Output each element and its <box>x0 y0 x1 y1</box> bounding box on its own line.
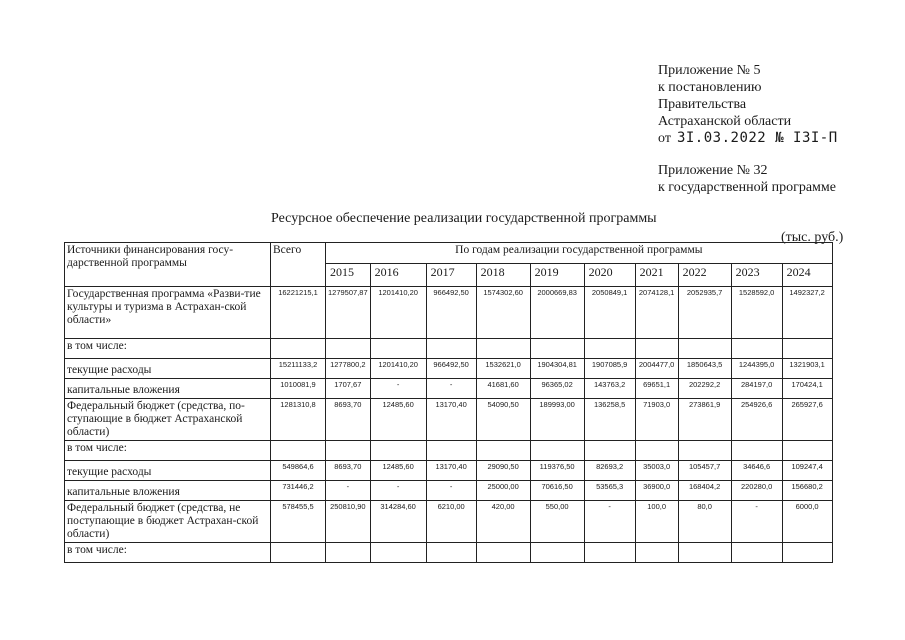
cell-value: 2004477,0 <box>635 359 678 379</box>
cell-value: 1850643,5 <box>678 359 731 379</box>
cell-value: 1528592,0 <box>731 287 782 339</box>
cell-value: 1492327,2 <box>782 287 832 339</box>
cell-value <box>731 339 782 359</box>
row-label: Федеральный бюджет (средства, по-ступающие в бюджет Астраханской области) <box>65 399 271 441</box>
cell-value: 1277800,2 <box>326 359 371 379</box>
cell-value: 29090,50 <box>476 461 530 481</box>
row-label: в том числе: <box>65 339 271 359</box>
cell-value: 100,0 <box>635 501 678 543</box>
document-title: Ресурсное обеспечение реализации государственной программы <box>271 211 657 226</box>
cell-value: 966492,50 <box>426 359 476 379</box>
cell-value: 1707,67 <box>326 379 371 399</box>
col-header-years-group: По годам реализации государственной программы <box>326 243 833 264</box>
cell-value: 550,00 <box>530 501 584 543</box>
date-prefix: от <box>658 131 671 146</box>
cell-value: - <box>426 481 476 501</box>
year-header: 2021 <box>635 264 678 287</box>
table-row <box>65 441 833 461</box>
cell-value: 96365,02 <box>530 379 584 399</box>
appendix-header <box>658 62 838 147</box>
row-total: 549864,6 <box>271 461 326 481</box>
cell-value <box>782 543 832 563</box>
cell-value: 265927,6 <box>782 399 832 441</box>
cell-value <box>426 441 476 461</box>
cell-value: - <box>370 481 426 501</box>
cell-value <box>426 339 476 359</box>
cell-value <box>678 441 731 461</box>
cell-value: 25000,00 <box>476 481 530 501</box>
col-header-total: Всего <box>271 243 326 287</box>
year-header: 2017 <box>426 264 476 287</box>
cell-value: 1201410,20 <box>370 287 426 339</box>
date-value: 3I.03.2022 № I3I-П <box>676 130 838 146</box>
year-header: 2016 <box>370 264 426 287</box>
cell-value: 143763,2 <box>584 379 635 399</box>
cell-value: 35003,0 <box>635 461 678 481</box>
cell-value: 189993,00 <box>530 399 584 441</box>
cell-value: 71903,0 <box>635 399 678 441</box>
header-line: Астраханской области <box>658 114 792 129</box>
cell-value: 284197,0 <box>731 379 782 399</box>
cell-value: 82693,2 <box>584 461 635 481</box>
year-header: 2018 <box>476 264 530 287</box>
cell-value <box>731 543 782 563</box>
cell-value <box>584 339 635 359</box>
cell-value: 1321903,1 <box>782 359 832 379</box>
table-row <box>65 359 833 379</box>
row-total: 1281310,8 <box>271 399 326 441</box>
cell-value: 12485,60 <box>370 461 426 481</box>
cell-value: 1279507,87 <box>326 287 371 339</box>
table-row <box>65 481 833 501</box>
cell-value: 80,0 <box>678 501 731 543</box>
table-row <box>65 501 833 543</box>
cell-value: 70616,50 <box>530 481 584 501</box>
cell-value: 1244395,0 <box>731 359 782 379</box>
cell-value: 1574302,60 <box>476 287 530 339</box>
cell-value <box>530 339 584 359</box>
cell-value: 168404,2 <box>678 481 731 501</box>
row-label: текущие расходы <box>65 359 271 379</box>
row-label: Государственная программа «Разви-тие культуры и туризма в Астрахан-ской области» <box>65 287 271 339</box>
cell-value: 2000669,83 <box>530 287 584 339</box>
cell-value <box>326 339 371 359</box>
cell-value <box>476 441 530 461</box>
cell-value <box>370 543 426 563</box>
cell-value: 105457,7 <box>678 461 731 481</box>
row-label: капитальные вложения <box>65 481 271 501</box>
cell-value <box>476 339 530 359</box>
cell-value: - <box>731 501 782 543</box>
row-total: 1010081,9 <box>271 379 326 399</box>
cell-value: 109247,4 <box>782 461 832 481</box>
row-total: 731446,2 <box>271 481 326 501</box>
cell-value: 314284,60 <box>370 501 426 543</box>
cell-value <box>326 441 371 461</box>
year-header: 2015 <box>326 264 371 287</box>
cell-value <box>782 441 832 461</box>
cell-value: 6210,00 <box>426 501 476 543</box>
cell-value: 273861,9 <box>678 399 731 441</box>
cell-value: 250810,90 <box>326 501 371 543</box>
cell-value: 136258,5 <box>584 399 635 441</box>
row-label: в том числе: <box>65 441 271 461</box>
cell-value: - <box>326 481 371 501</box>
header-line: Приложение № 5 <box>658 63 761 78</box>
table-row <box>65 339 833 359</box>
cell-value: 254926,6 <box>731 399 782 441</box>
header-line: Правительства <box>658 97 747 112</box>
cell-value: 13170,40 <box>426 461 476 481</box>
cell-value <box>584 441 635 461</box>
cell-value: 156680,2 <box>782 481 832 501</box>
cell-value: 13170,40 <box>426 399 476 441</box>
cell-value: 54090,50 <box>476 399 530 441</box>
cell-value: 1532621,0 <box>476 359 530 379</box>
header-date-line <box>658 130 838 147</box>
year-header: 2022 <box>678 264 731 287</box>
year-header: 2024 <box>782 264 832 287</box>
cell-value: 8693,70 <box>326 399 371 441</box>
year-header: 2023 <box>731 264 782 287</box>
table-row <box>65 287 833 339</box>
row-label: капитальные вложения <box>65 379 271 399</box>
cell-value: 1907085,9 <box>584 359 635 379</box>
table-row <box>65 379 833 399</box>
cell-value: 53565,3 <box>584 481 635 501</box>
cell-value <box>530 543 584 563</box>
cell-value <box>635 543 678 563</box>
cell-value <box>476 543 530 563</box>
cell-value: 1201410,20 <box>370 359 426 379</box>
cell-value <box>782 339 832 359</box>
row-total: 578455,5 <box>271 501 326 543</box>
cell-value: - <box>426 379 476 399</box>
cell-value: 2050849,1 <box>584 287 635 339</box>
cell-value <box>635 441 678 461</box>
row-total: 16221215,1 <box>271 287 326 339</box>
cell-value <box>678 339 731 359</box>
cell-value: 1904304,81 <box>530 359 584 379</box>
cell-value: 220280,0 <box>731 481 782 501</box>
cell-value: 202292,2 <box>678 379 731 399</box>
cell-value: 2074128,1 <box>635 287 678 339</box>
cell-value: - <box>370 379 426 399</box>
cell-value <box>426 543 476 563</box>
cell-value: 2052935,7 <box>678 287 731 339</box>
cell-value: 420,00 <box>476 501 530 543</box>
cell-value: 12485,60 <box>370 399 426 441</box>
cell-value <box>678 543 731 563</box>
cell-value: 69651,1 <box>635 379 678 399</box>
units-label: (тыс. руб.) <box>781 230 844 245</box>
cell-value <box>584 543 635 563</box>
cell-value: - <box>584 501 635 543</box>
row-label: Федеральный бюджет (средства, не поступающие в бюджет Астрахан-ской области) <box>65 501 271 543</box>
cell-value: 41681,60 <box>476 379 530 399</box>
row-total <box>271 339 326 359</box>
resource-table <box>64 242 833 563</box>
header-line: к постановлению <box>658 80 762 95</box>
cell-value <box>370 339 426 359</box>
col-header-source: Источники финансирования госу-дарственной программы <box>65 243 271 287</box>
cell-value: 119376,50 <box>530 461 584 481</box>
row-total <box>271 543 326 563</box>
cell-value <box>635 339 678 359</box>
cell-value: 8693,70 <box>326 461 371 481</box>
cell-value: 36900,0 <box>635 481 678 501</box>
header-line: к государственной программе <box>658 180 836 195</box>
year-header: 2020 <box>584 264 635 287</box>
row-total: 15211133,2 <box>271 359 326 379</box>
row-label: текущие расходы <box>65 461 271 481</box>
header-line: Приложение № 32 <box>658 163 768 178</box>
cell-value: 34646,6 <box>731 461 782 481</box>
cell-value: 6000,0 <box>782 501 832 543</box>
row-total <box>271 441 326 461</box>
cell-value: 170424,1 <box>782 379 832 399</box>
table-row <box>65 399 833 441</box>
table-row <box>65 543 833 563</box>
cell-value <box>370 441 426 461</box>
cell-value <box>326 543 371 563</box>
appendix-header-2 <box>658 162 836 196</box>
year-header: 2019 <box>530 264 584 287</box>
cell-value <box>731 441 782 461</box>
cell-value: 966492,50 <box>426 287 476 339</box>
row-label: в том числе: <box>65 543 271 563</box>
cell-value <box>530 441 584 461</box>
table-row <box>65 461 833 481</box>
